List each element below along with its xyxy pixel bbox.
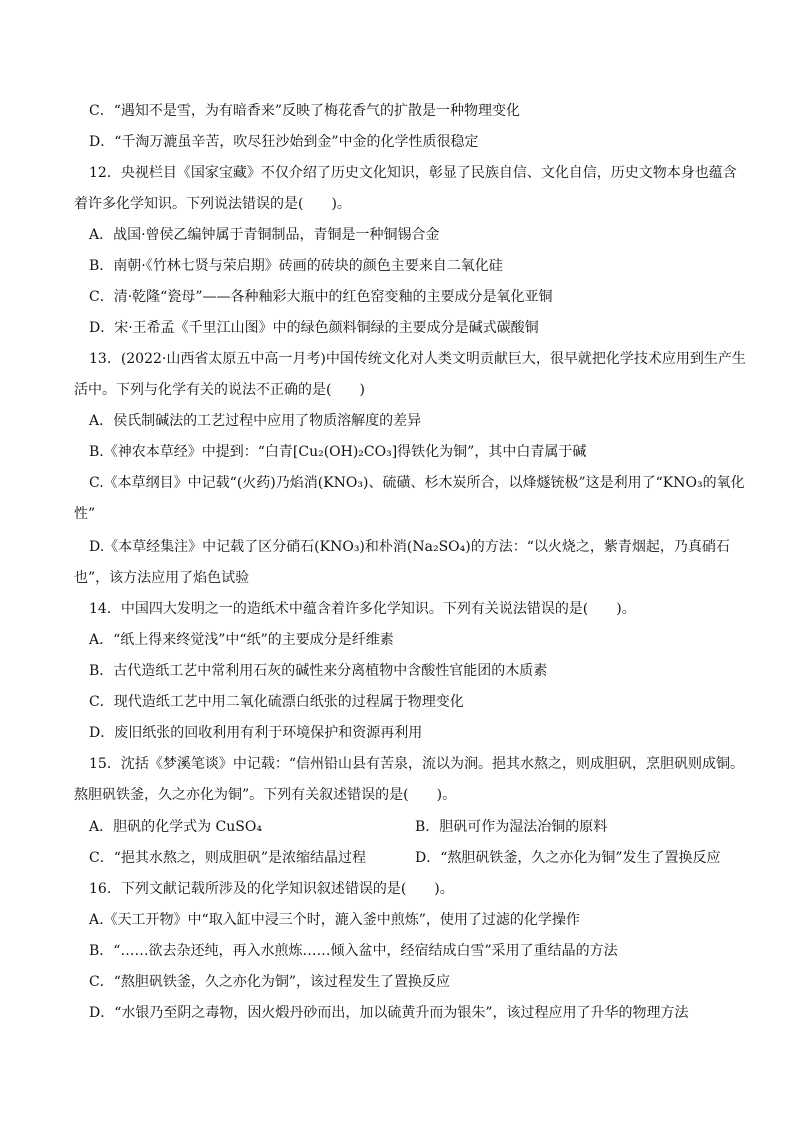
q13-option-a: A．侯氏制碱法的工艺过程中应用了物质溶解度的差异	[89, 413, 422, 429]
q12-stem-line-1: 12．央视栏目《国家宝藏》不仅介绍了历史文化知识，彰显了民族自信、文化自信，历史文物本身也蕴含	[89, 165, 737, 181]
q15-option-d: D．“熬胆矾铁釜，久之亦化为铜”发生了置换反应	[415, 850, 721, 866]
q16-option-b: B．“……欲去杂还纯，再入水煎炼……倾入盆中，经宿结成白雪”采用了重结晶的方法	[89, 943, 618, 959]
q13-option-c-line-1: C.《本草纲目》中记载“(火药)乃焰消(KNO₃)、硫磺、杉木炭所合，以烽燧铳极”这是利用了“KNO₃的氧化	[89, 475, 745, 491]
q13-option-b: B.《神农本草经》中提到：“白青[Cu₂(OH)₂CO₃]得铁化为铜”，其中白青属于碱	[89, 444, 587, 460]
q12-option-c: C．清·乾隆“瓷母”——各种釉彩大瓶中的红色窑变釉的主要成分是氧化亚铜	[89, 289, 553, 305]
q13-stem-line-2: 活中。下列与化学有关的说法不正确的是( )	[74, 382, 365, 398]
q15-option-b: B．胆矾可作为湿法冶铜的原料	[415, 819, 608, 835]
q12-option-d: D．宋·王希孟《千里江山图》中的绿色颜料铜绿的主要成分是碱式碳酸铜	[89, 320, 539, 336]
q13-option-d-line-2: 也”，该方法应用了焰色试验	[74, 570, 250, 586]
q11-option-c: C．“遇知不是雪，为有暗香来”反映了梅花香气的扩散是一种物理变化	[89, 103, 521, 119]
q16-stem: 16．下列文献记载所涉及的化学知识叙述错误的是( )。	[89, 881, 454, 897]
q15-stem-line-2: 熬胆矾铁釜，久之亦化为铜”。下列有关叙述错误的是( )。	[74, 787, 457, 803]
q16-option-a: A.《天工开物》中“取入缸中浸三个时，漉入釜中煎炼”，使用了过滤的化学操作	[89, 912, 580, 928]
q13-option-d-line-1: D.《本草经集注》中记载了区分硝石(KNO₃)和朴消(Na₂SO₄)的方法：“以火烧之，紫青烟起，乃真硝石	[89, 539, 730, 555]
q13-stem-line-1: 13．(2022·山西省太原五中高一月考)中国传统文化对人类文明贡献巨大，很早就把化学技术应用到生产生	[89, 351, 746, 367]
q15-option-c: C．“挹其水熬之，则成胆矾”是浓缩结晶过程	[89, 850, 367, 866]
q14-option-c: C．现代造纸工艺中用二氧化硫漂白纸张的过程属于物理变化	[89, 694, 464, 710]
q11-option-d: D．“千淘万漉虽辛苦，吹尽狂沙始到金”中金的化学性质很稳定	[89, 134, 479, 150]
q15-stem-line-1: 15．沈括《梦溪笔谈》中记载：“信州铅山县有苦泉，流以为涧。挹其水熬之，则成胆矾，烹胆矾则成铜。	[89, 756, 744, 772]
q12-option-a: A．战国·曾侯乙编钟属于青铜制品，青铜是一种铜锡合金	[89, 227, 440, 243]
q14-option-b: B．古代造纸工艺中常利用石灰的碱性来分离植物中含酸性官能团的木质素	[89, 663, 548, 679]
q14-stem: 14．中国四大发明之一的造纸术中蕴含着许多化学知识。下列有关说法错误的是( )。	[89, 601, 636, 617]
q12-option-b: B．南朝·《竹林七贤与荣启期》砖画的砖块的颜色主要来自二氧化硅	[89, 258, 503, 274]
q12-stem-line-2: 着许多化学知识。下列说法错误的是( )。	[74, 196, 351, 212]
q13-option-c-line-2: 性”	[74, 506, 96, 522]
q14-option-a: A．“纸上得来终觉浅”中“纸”的主要成分是纤维素	[89, 632, 394, 648]
q16-option-c: C．“熬胆矾铁釜，久之亦化为铜”，该过程发生了置换反应	[89, 974, 451, 990]
q16-option-d: D．“水银乃至阴之毒物，因火煅丹砂而出，加以硫黄升而为银朱”，该过程应用了升华的物理方法	[89, 1005, 689, 1021]
q15-option-a: A．胆矾的化学式为 CuSO₄	[89, 819, 262, 835]
q14-option-d: D．废旧纸张的回收利用有利于环境保护和资源再利用	[89, 725, 423, 741]
